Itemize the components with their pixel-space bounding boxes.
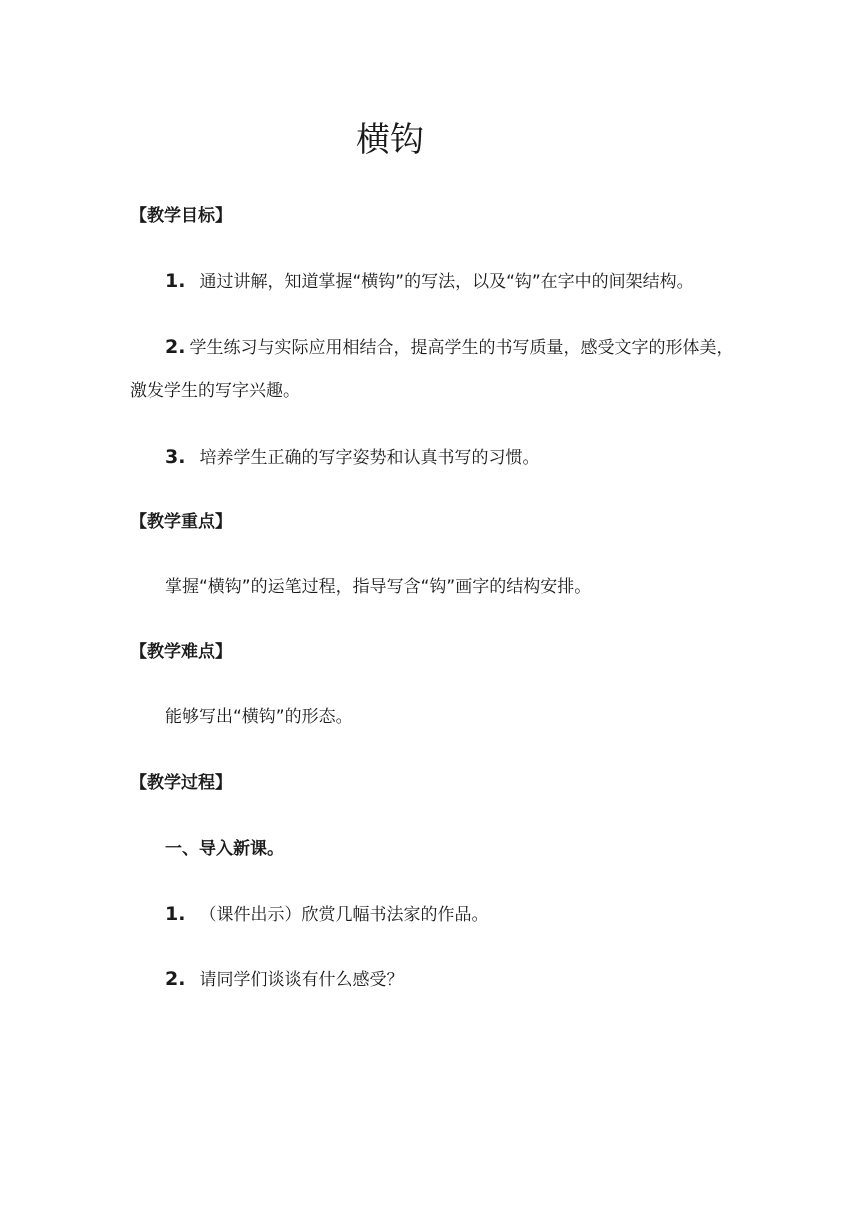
process-step-title: 一、导入新课。 bbox=[165, 839, 284, 859]
objective-item-1 bbox=[165, 269, 694, 294]
section-heading-objectives: 【教学目标】 bbox=[130, 206, 232, 226]
objective-text-2-line1: 学生练习与实际应用相结合，提高学生的书写质量，感受文字的形体美， bbox=[189, 338, 734, 358]
objective-item-3 bbox=[165, 445, 539, 470]
objective-item-2-line1 bbox=[165, 335, 734, 360]
objective-text-3: 培养学生正确的写字姿势和认真书写的习惯。 bbox=[199, 448, 540, 468]
objective-text-1: 通过讲解，知道掌握“横钩”的写法，以及“钩”在字中的间架结构。 bbox=[199, 272, 694, 292]
process-item-1 bbox=[165, 902, 488, 927]
process-number-2: 2. bbox=[165, 968, 186, 990]
process-text-2: 请同学们谈谈有什么感受？ bbox=[199, 970, 404, 990]
key-points-text: 掌握“横钩”的运笔过程，指导写含“钩”画字的结构安排。 bbox=[165, 577, 592, 597]
process-number-1: 1. bbox=[165, 903, 186, 925]
document-title: 横钩 bbox=[356, 120, 424, 160]
section-heading-process: 【教学过程】 bbox=[130, 773, 232, 793]
process-item-2 bbox=[165, 967, 403, 992]
difficulties-text: 能够写出“横钩”的形态。 bbox=[165, 707, 353, 727]
objective-number-3: 3. bbox=[165, 446, 186, 468]
process-text-1: （课件出示）欣赏几幅书法家的作品。 bbox=[199, 905, 489, 925]
objective-number-2: 2. bbox=[165, 336, 186, 358]
objective-text-2-line2: 激发学生的写字兴趣。 bbox=[130, 381, 300, 401]
section-heading-difficulties: 【教学难点】 bbox=[130, 642, 232, 662]
objective-number-1: 1. bbox=[165, 270, 186, 292]
section-heading-key-points: 【教学重点】 bbox=[130, 512, 232, 532]
